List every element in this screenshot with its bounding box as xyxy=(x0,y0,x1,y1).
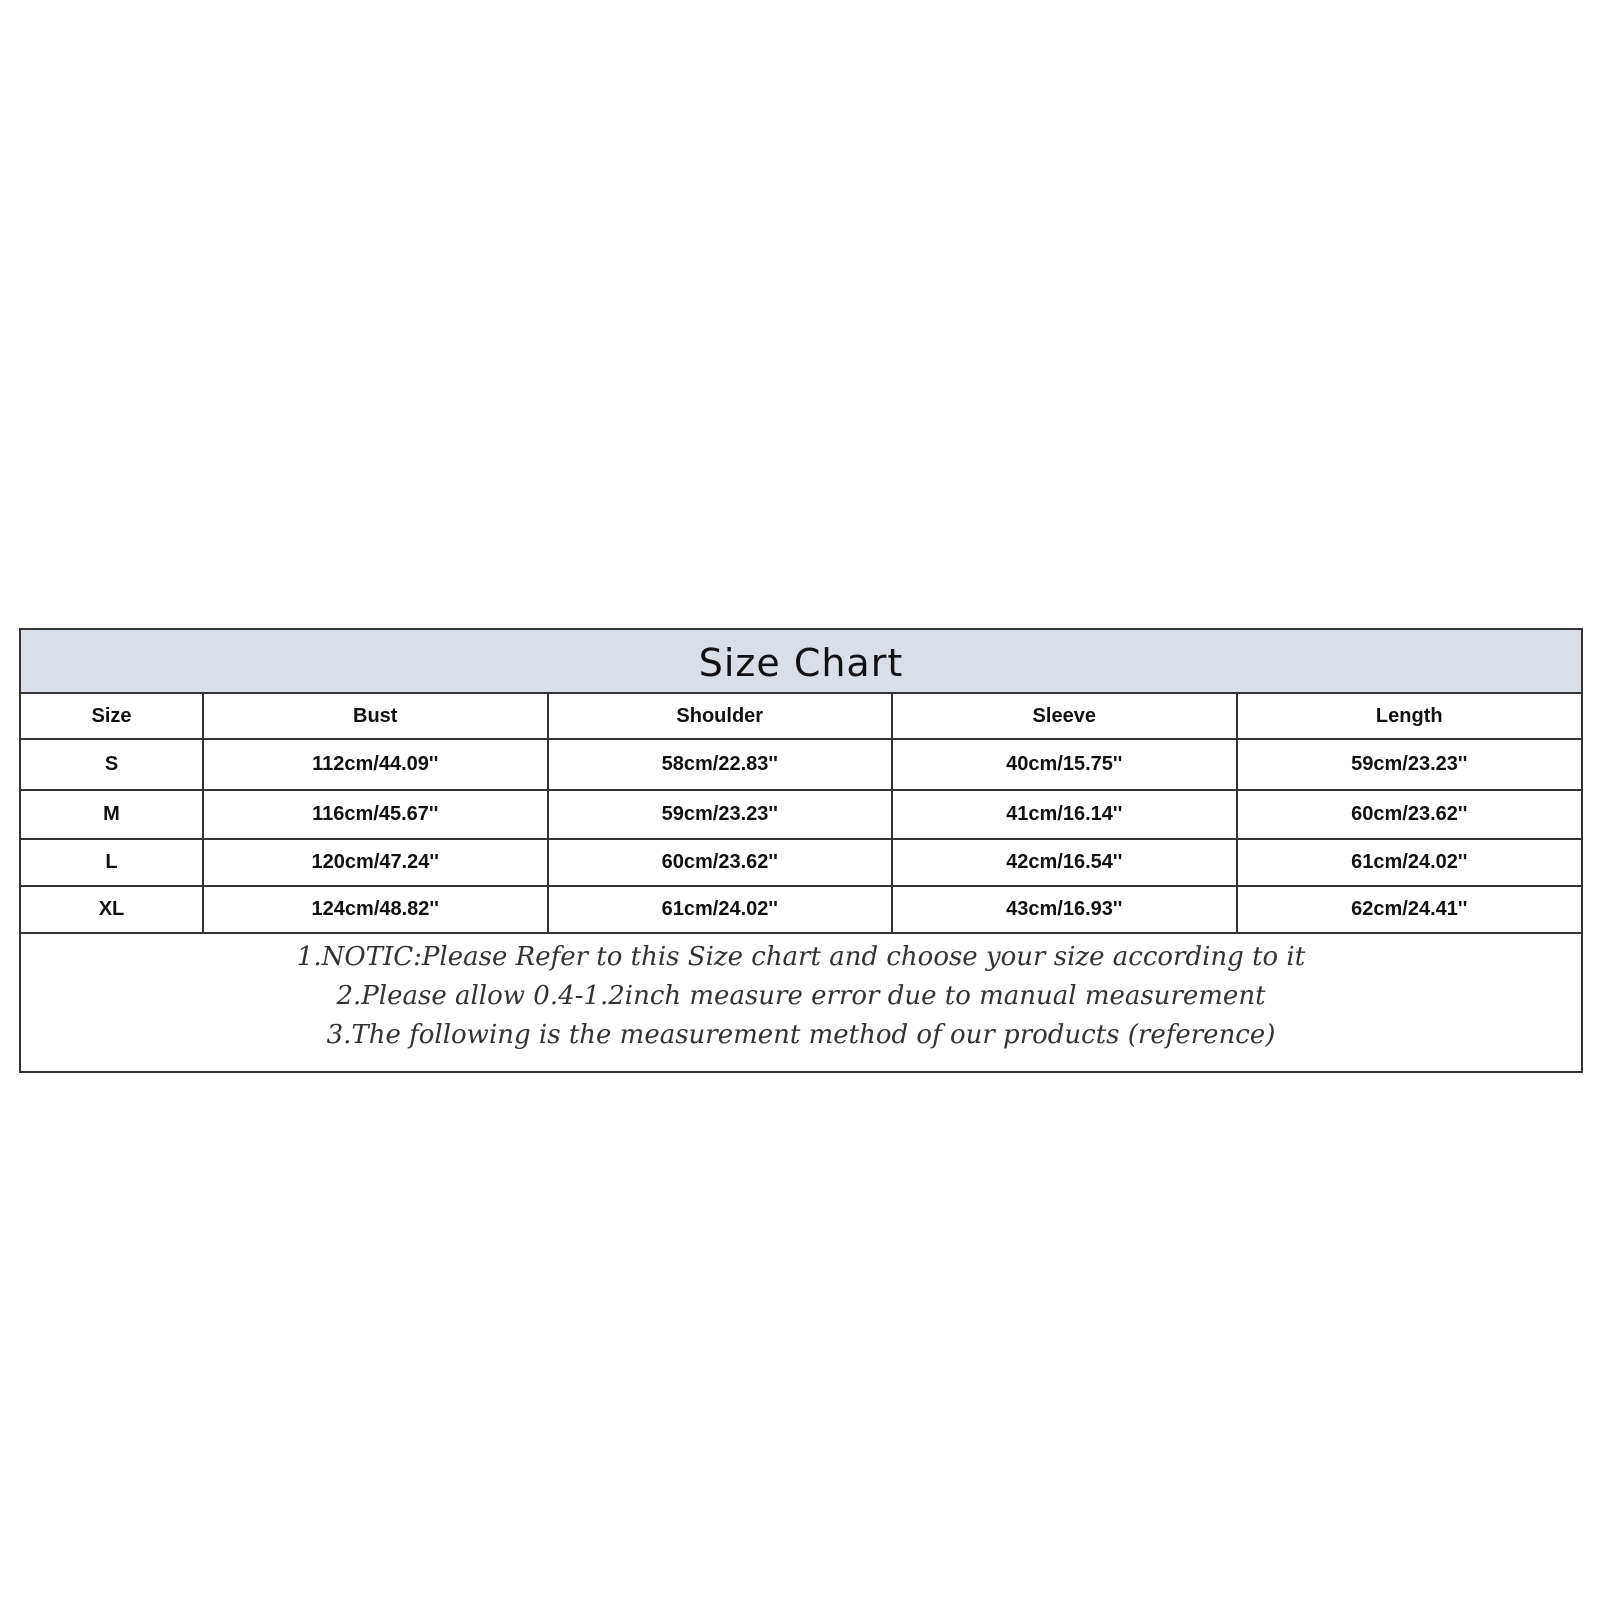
size-table xyxy=(21,694,1581,934)
size-cell: S xyxy=(21,739,203,790)
column-header-shoulder: Shoulder xyxy=(548,694,893,739)
chart-title: Size Chart xyxy=(21,630,1581,694)
column-header-bust: Bust xyxy=(203,694,548,739)
length-cell: 62cm/24.41'' xyxy=(1237,886,1582,933)
length-cell: 60cm/23.62'' xyxy=(1237,790,1582,839)
bust-cell: 116cm/45.67'' xyxy=(203,790,548,839)
header-row xyxy=(21,694,1581,739)
shoulder-cell: 60cm/23.62'' xyxy=(548,839,893,886)
column-header-length: Length xyxy=(1237,694,1582,739)
length-cell: 59cm/23.23'' xyxy=(1237,739,1582,790)
shoulder-cell: 58cm/22.83'' xyxy=(548,739,893,790)
sleeve-cell: 41cm/16.14'' xyxy=(892,790,1237,839)
size-cell: L xyxy=(21,839,203,886)
sleeve-cell: 42cm/16.54'' xyxy=(892,839,1237,886)
bust-cell: 112cm/44.09'' xyxy=(203,739,548,790)
bust-cell: 120cm/47.24'' xyxy=(203,839,548,886)
notes-section xyxy=(21,934,1581,1071)
note-line-1: 1.NOTIC:Please Refer to this Size chart and choose your size according to it xyxy=(296,942,1306,972)
size-chart-table xyxy=(19,628,1583,1073)
bust-cell: 124cm/48.82'' xyxy=(203,886,548,933)
sleeve-cell: 43cm/16.93'' xyxy=(892,886,1237,933)
table-row xyxy=(21,790,1581,839)
size-cell: M xyxy=(21,790,203,839)
column-header-size: Size xyxy=(21,694,203,739)
sleeve-cell: 40cm/15.75'' xyxy=(892,739,1237,790)
table-row xyxy=(21,739,1581,790)
shoulder-cell: 59cm/23.23'' xyxy=(548,790,893,839)
size-cell: XL xyxy=(21,886,203,933)
table-row xyxy=(21,886,1581,933)
table-row xyxy=(21,839,1581,886)
note-line-3: 3.The following is the measurement method of our products (reference) xyxy=(326,1020,1276,1050)
column-header-sleeve: Sleeve xyxy=(892,694,1237,739)
shoulder-cell: 61cm/24.02'' xyxy=(548,886,893,933)
note-line-2: 2.Please allow 0.4-1.2inch measure error due to manual measurement xyxy=(336,981,1266,1011)
length-cell: 61cm/24.02'' xyxy=(1237,839,1582,886)
